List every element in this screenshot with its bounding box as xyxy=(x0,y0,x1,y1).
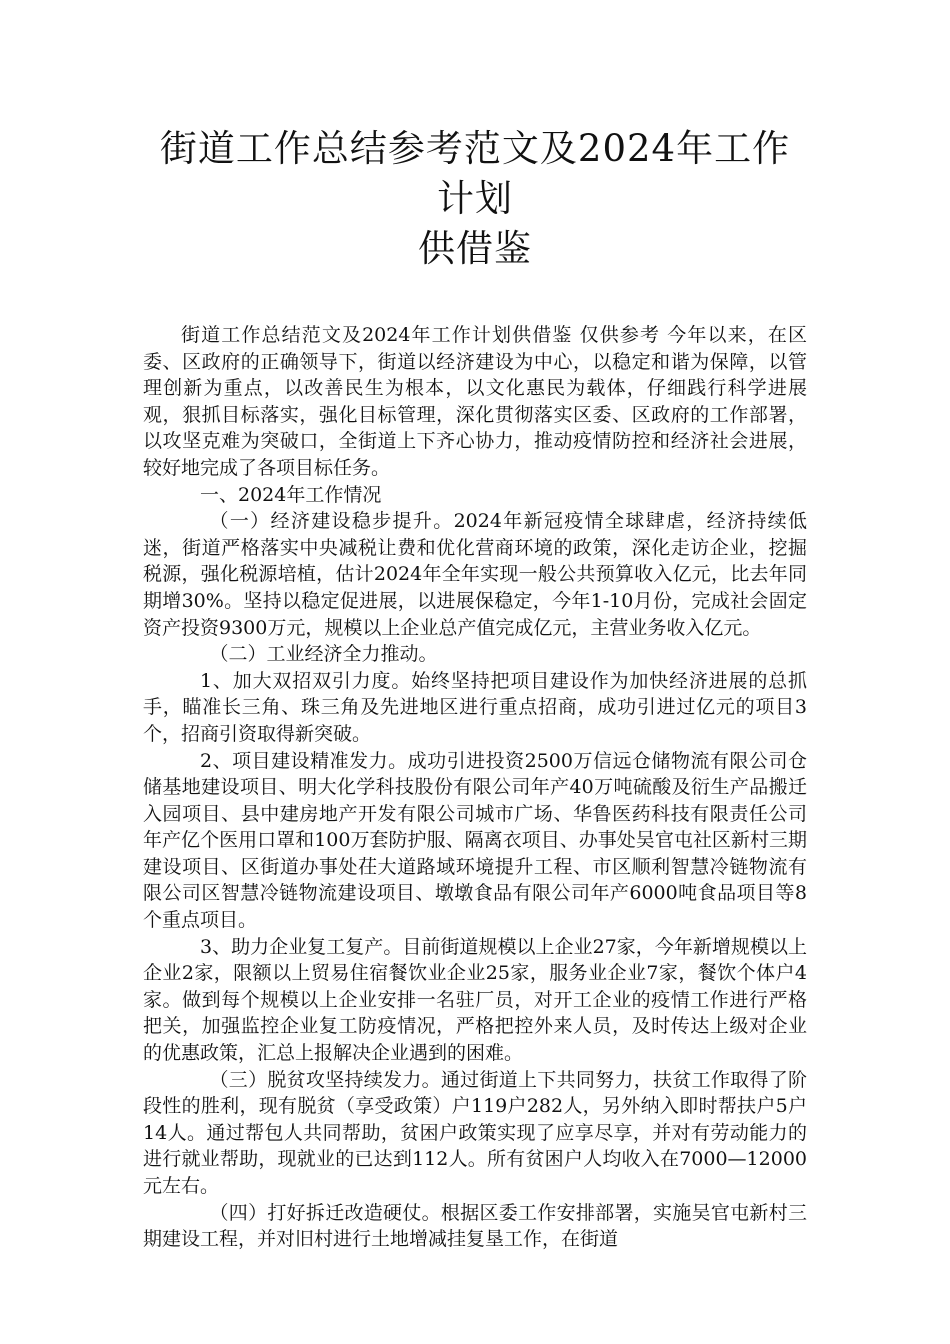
paragraph-projects: 2、项目建设精准发力。成功引进投资2500万信远仓储物流有限公司仓储基地建设项目、明大化学科技股份有限公司年产40万吨硫酸及衍生产品搬迁入园项目、县中建房地产开发有限公司城市广场、华鲁医药科技有限责任公司年产亿个医用口罩和100万套防护服、隔离衣项目、办事处吴官屯社区新村三期建设项目、区街道办事处茌大道路域环境提升工程、市区顺利智慧冷链物流有限公司区智慧冷链物流建设项目、墩墩食品有限公司年产6000吨食品项目等8个重点项目。 xyxy=(143,749,807,932)
section-heading-1: 一、2024年工作情况 xyxy=(200,483,382,506)
document-title xyxy=(143,124,807,274)
section-heading-industry: （二）工业经济全力推动。 xyxy=(209,643,438,666)
document-page xyxy=(143,124,807,1253)
paragraph-resumption: 3、助力企业复工复产。目前街道规模以上企业27家，今年新增规模以上企业2家，限额以上贸易住宿餐饮业企业25家，服务业企业7家，餐饮个体户4家。做到每个规模以上企业安排一名驻厂员，对开工企业的疫情工作进行严格把关，加强监控企业复工防疫情况，严格把控外来人员，及时传达上级对企业的优惠政策，汇总上报解决企业遇到的困难。 xyxy=(143,935,807,1065)
title-line-1: 街道工作总结参考范文及2024年工作计划 xyxy=(159,127,791,220)
paragraph-poverty: （三）脱贫攻坚持续发力。通过街道上下共同努力，扶贫工作取得了阶段性的胜利，现有脱贫（享受政策）户119户282人，另外纳入即时帮扶户5户14人。通过帮包人共同帮助，贫困户政策实现了应享尽享，并对有劳动能力的进行就业帮助，现就业的已达到112人。所有贫困户人均收入在7000—12000元左右。 xyxy=(143,1068,807,1197)
paragraph-economy: （一）经济建设稳步提升。2024年新冠疫情全球肆虐，经济持续低迷，街道严格落实中央减税让费和优化营商环境的政策，深化走访企业，挖掘税源，强化税源培植，估计2024年全年实现一般公共预算收入亿元，比去年同期增30%。坚持以稳定促进展，以进展保稳定，今年1-10月份，完成社会固定资产投资9300万元，规模以上企业总产值完成亿元，主营业务收入亿元。 xyxy=(143,510,807,639)
paragraph-intro: 街道工作总结范文及2024年工作计划供借鉴 仅供参考 今年以来，在区委、区政府的正确领导下，街道以经济建设为中心，以稳定和谐为保障，以管理创新为重点，以改善民生为根本，以文化惠民为载体，仔细践行科学进展观，狠抓目标落实，强化目标管理，深化贯彻落实区委、区政府的工作部署，以攻坚克难为突破口，全街道上下齐心协力，推动疫情防控和经济社会进展，较好地完成了各项目标任务。 xyxy=(143,324,807,479)
title-line-2: 供借鉴 xyxy=(418,227,532,270)
paragraph-investment: 1、加大双招双引力度。始终坚持把项目建设作为加快经济进展的总抓手，瞄准长三角、珠三角及先进地区进行重点招商，成功引进过亿元的项目3个，招商引资取得新突破。 xyxy=(143,669,807,745)
document-body xyxy=(143,322,807,1253)
paragraph-demolition: （四）打好拆迁改造硬仗。根据区委工作安排部署，实施吴官屯新村三期建设工程，并对旧村进行土地增减挂复垦工作，在街道 xyxy=(143,1201,807,1251)
